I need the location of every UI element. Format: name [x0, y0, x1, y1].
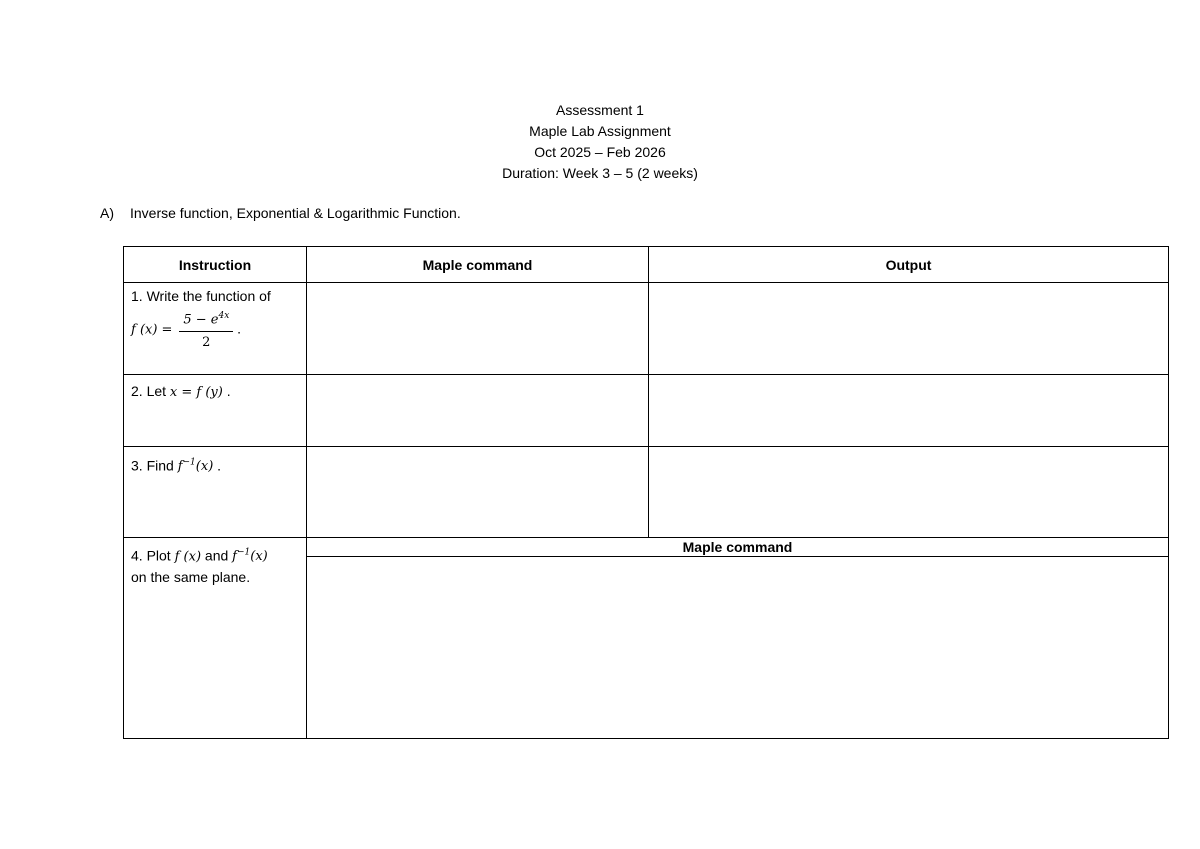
header-maple-command: Maple command	[307, 247, 649, 283]
and-text: and	[204, 547, 229, 564]
duration: Duration: Week 3 – 5 (2 weeks)	[502, 165, 698, 181]
fraction-denominator: 2	[202, 335, 211, 351]
table-row	[124, 283, 1169, 375]
section-title: Inverse function, Exponential & Logarithmic Function.	[130, 205, 461, 221]
function-fraction	[179, 306, 233, 353]
instruction-text: 3. Find	[131, 457, 174, 474]
function-formula	[131, 306, 299, 353]
output-cell[interactable]	[649, 375, 1169, 447]
function-lhs: f (x) =	[131, 322, 173, 338]
formula-period: .	[217, 457, 222, 474]
instruction-text: 1. Write the function of	[131, 288, 271, 304]
table-row	[124, 538, 1169, 739]
output-cell[interactable]	[649, 447, 1169, 538]
maple-command-cell[interactable]	[307, 283, 649, 375]
formula-period: .	[237, 320, 242, 337]
output-cell[interactable]	[649, 283, 1169, 375]
maple-command-cell[interactable]	[307, 375, 649, 447]
inverse-function: $f^{-1}(x)$	[177, 458, 214, 475]
instruction-cell	[124, 283, 307, 375]
assessment-title: Assessment 1	[556, 102, 644, 118]
document-header	[0, 100, 1200, 184]
plot-inverse-function: $f^{-1}(x)$	[232, 548, 268, 565]
formula-period: .	[226, 383, 231, 399]
instruction-cell	[124, 447, 307, 538]
fraction-numerator: 5 − e	[183, 312, 219, 328]
header-output: Output	[649, 247, 1169, 283]
instruction-text: 2. Let	[131, 383, 167, 399]
header-instruction: Instruction	[124, 247, 307, 283]
table-row	[124, 375, 1169, 447]
instruction-cell	[124, 538, 307, 739]
plot-function: f (x)	[174, 549, 202, 565]
assignment-title: Maple Lab Assignment	[529, 123, 671, 139]
maple-command-cell[interactable]	[307, 447, 649, 538]
term-dates: Oct 2025 – Feb 2026	[534, 144, 666, 160]
table-header-row	[124, 247, 1169, 283]
instruction-text-continued: on the same plane.	[131, 569, 251, 586]
plot-maple-command-header: Maple command	[307, 538, 1168, 557]
plot-command-cell[interactable]	[307, 538, 1169, 739]
lab-table	[123, 246, 1169, 739]
table-row	[124, 447, 1169, 538]
let-expression: x = f (y)	[169, 385, 223, 400]
instruction-text: 4. Plot	[131, 547, 171, 564]
fraction-exponent: 4x	[218, 311, 230, 321]
instruction-cell	[124, 375, 307, 447]
section-heading	[100, 205, 461, 221]
section-letter: A)	[100, 205, 114, 221]
